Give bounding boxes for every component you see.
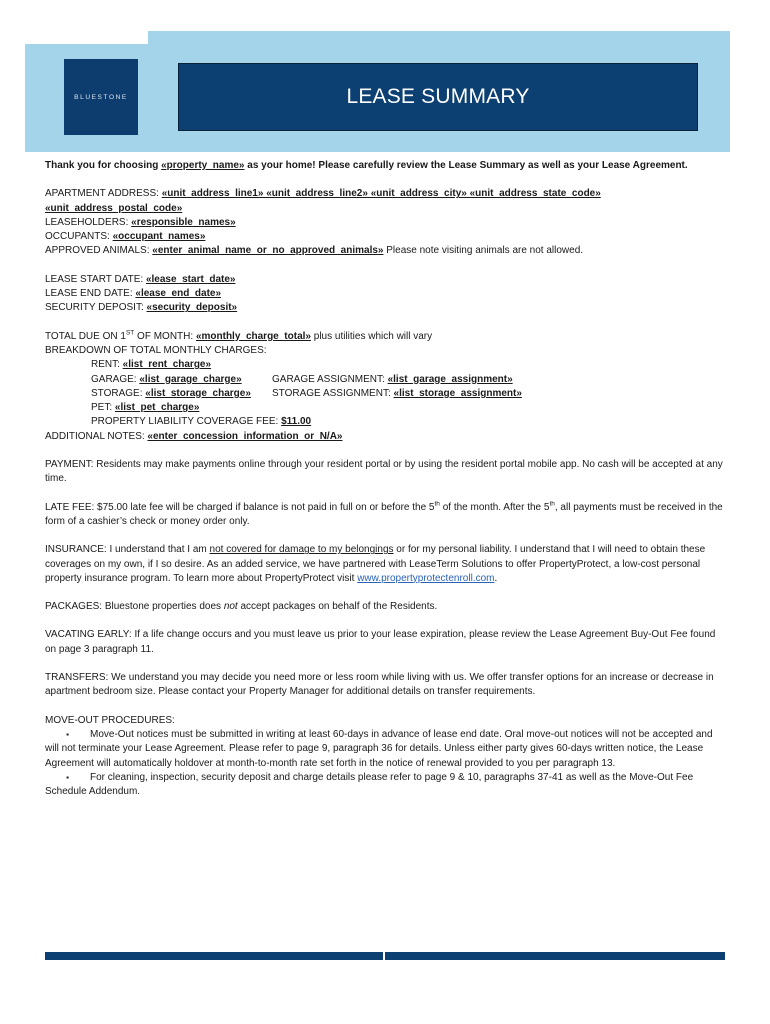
property-protect-link[interactable]: www.propertyprotectenroll.com [357,572,495,584]
footer-rule-gap [383,952,385,960]
property-name-field: «property_name» [161,160,245,171]
packages-paragraph: PACKAGES: Bluestone properties does not accept packages on behalf of the Residents. [45,601,438,613]
leaseholders-field: «responsible_names» [131,216,236,228]
insurance-paragraph: INSURANCE: I understand that I am not covered for damage to my belongings or for my personal liability. I understand that I will need to obtain these coverages on my own, if I so desire. As an added service, we have partnered with LeaseTerm Solutions to offer PropertyProtect, a low-cost personal property insurance program. To learn more about PropertyProtect visit www.propertyprotectenroll.com. [45,544,706,584]
bluestone-logo [64,59,138,135]
liability-fee-field: $11.00 [281,416,312,428]
address-line: APARTMENT ADDRESS: «unit_address_line1» «unit_address_line2» «unit_address_city» «unit_address_state_code» [45,188,601,200]
lease-start-line: LEASE START DATE: «lease_start_date» [45,273,236,285]
vacating-paragraph: VACATING EARLY: If a life change occurs and you must leave us prior to your lease expiration, please review the Lease Agreement Buy-Out Fee found on page 3 paragraph 11. [45,629,716,655]
page-title: LEASE SUMMARY [346,85,530,108]
logo-text: BLUESTONE [74,93,128,101]
garage-assignment-field: «list_garage_assignment» [387,373,513,385]
lease-start-field: «lease_start_date» [145,273,236,285]
bullet-icon: ▪ [66,729,69,739]
address-field: «unit_address_line1» «unit_address_line2» «unit_address_city» «unit_address_state_code» [161,188,601,200]
deposit-line: SECURITY DEPOSIT: «security_deposit» [45,302,238,314]
garage-field: «list_garage_charge» [139,373,242,385]
liability-line: PROPERTY LIABILITY COVERAGE FEE: $11.00 [91,416,312,428]
rent-line: RENT: «list_rent_charge» [91,359,212,371]
notes-line: ADDITIONAL NOTES: «enter_concession_information_or_N/A» [45,430,343,442]
total-due-line: TOTAL DUE ON 1ST OF MONTH: «monthly_charge_total» plus utilities which will vary [45,329,433,342]
pet-field: «list_pet_charge» [114,402,200,414]
occupants-field: «occupant_names» [112,231,206,243]
payment-paragraph: PAYMENT: Residents may make payments online through your resident portal or by using the resident portal mobile app. No cash will be accepted at any time. [45,459,723,485]
storage-field: «list_storage_charge» [145,387,251,399]
footer-rule [45,952,725,960]
lease-end-field: «lease_end_date» [135,288,222,300]
move-out-item: ▪ For cleaning, inspection, security deposit and charge details please refer to page 9 & 10, paragraphs 37-41 as well as the Move-Out Fee Schedule Addendum. [45,771,694,798]
deposit-field: «security_deposit» [146,302,238,314]
transfers-paragraph: TRANSFERS: We understand you may decide you need more or less room while living with us. We offer transfer options for an increase or decrease in apartment bedroom size. Please contact your Property Manager for additional details on transfer requirements. [45,672,714,698]
animals-field: «enter_animal_name_or_no_approved_animals» [152,245,384,257]
intro-paragraph: Thank you for choosing «property_name» as your home! Please carefully review the Lease Summary as well as your Lease Agreement. [45,160,688,171]
lease-end-line: LEASE END DATE: «lease_end_date» [45,288,222,300]
bullet-icon: ▪ [66,772,69,782]
animals-line: APPROVED ANIMALS: «enter_animal_name_or_no_approved_animals» Please note visiting animals are not allowed. [45,245,584,257]
move-out-item: ▪ Move-Out notices must be submitted in writing at least 60-days in advance of lease end date. Oral move-out notices will not be accepted and will not terminate your Lease Agreement. Please refer to page 9, paragraph 36 for details. Unless either party gives 60-days written notice, the Lease Agreement will automatically holdover at month-to-month rate set forth in the notice of renewal provided to you per paragraph 13. [45,728,713,769]
garage-row: GARAGE: «list_garage_charge» GARAGE ASSIGNMENT: «list_garage_assignment» [91,373,513,385]
monthly-total-field: «monthly_charge_total» [195,330,311,342]
notes-field: «enter_concession_information_or_N/A» [147,430,343,442]
move-out-heading: MOVE-OUT PROCEDURES: [45,714,175,726]
storage-row: STORAGE: «list_storage_charge» STORAGE ASSIGNMENT: «list_storage_assignment» [91,387,522,399]
leaseholders-line: LEASEHOLDERS: «responsible_names» [45,216,236,228]
late-fee-paragraph: LATE FEE: $75.00 late fee will be charged if balance is not paid in full on or before the 5th of the month. After the 5th, all payments must be received in the form of a cashier’s check or money order only. [45,500,723,527]
pet-line: PET: «list_pet_charge» [91,402,200,414]
title-box [178,63,698,131]
occupants-line: OCCUPANTS: «occupant_names» [45,231,206,243]
breakdown-heading: BREAKDOWN OF TOTAL MONTHLY CHARGES: [45,344,267,356]
storage-assignment-field: «list_storage_assignment» [393,387,522,399]
rent-field: «list_rent_charge» [122,359,212,371]
postal-code-field: «unit_address_postal_code» [45,202,183,214]
lease-summary-body [45,159,729,799]
